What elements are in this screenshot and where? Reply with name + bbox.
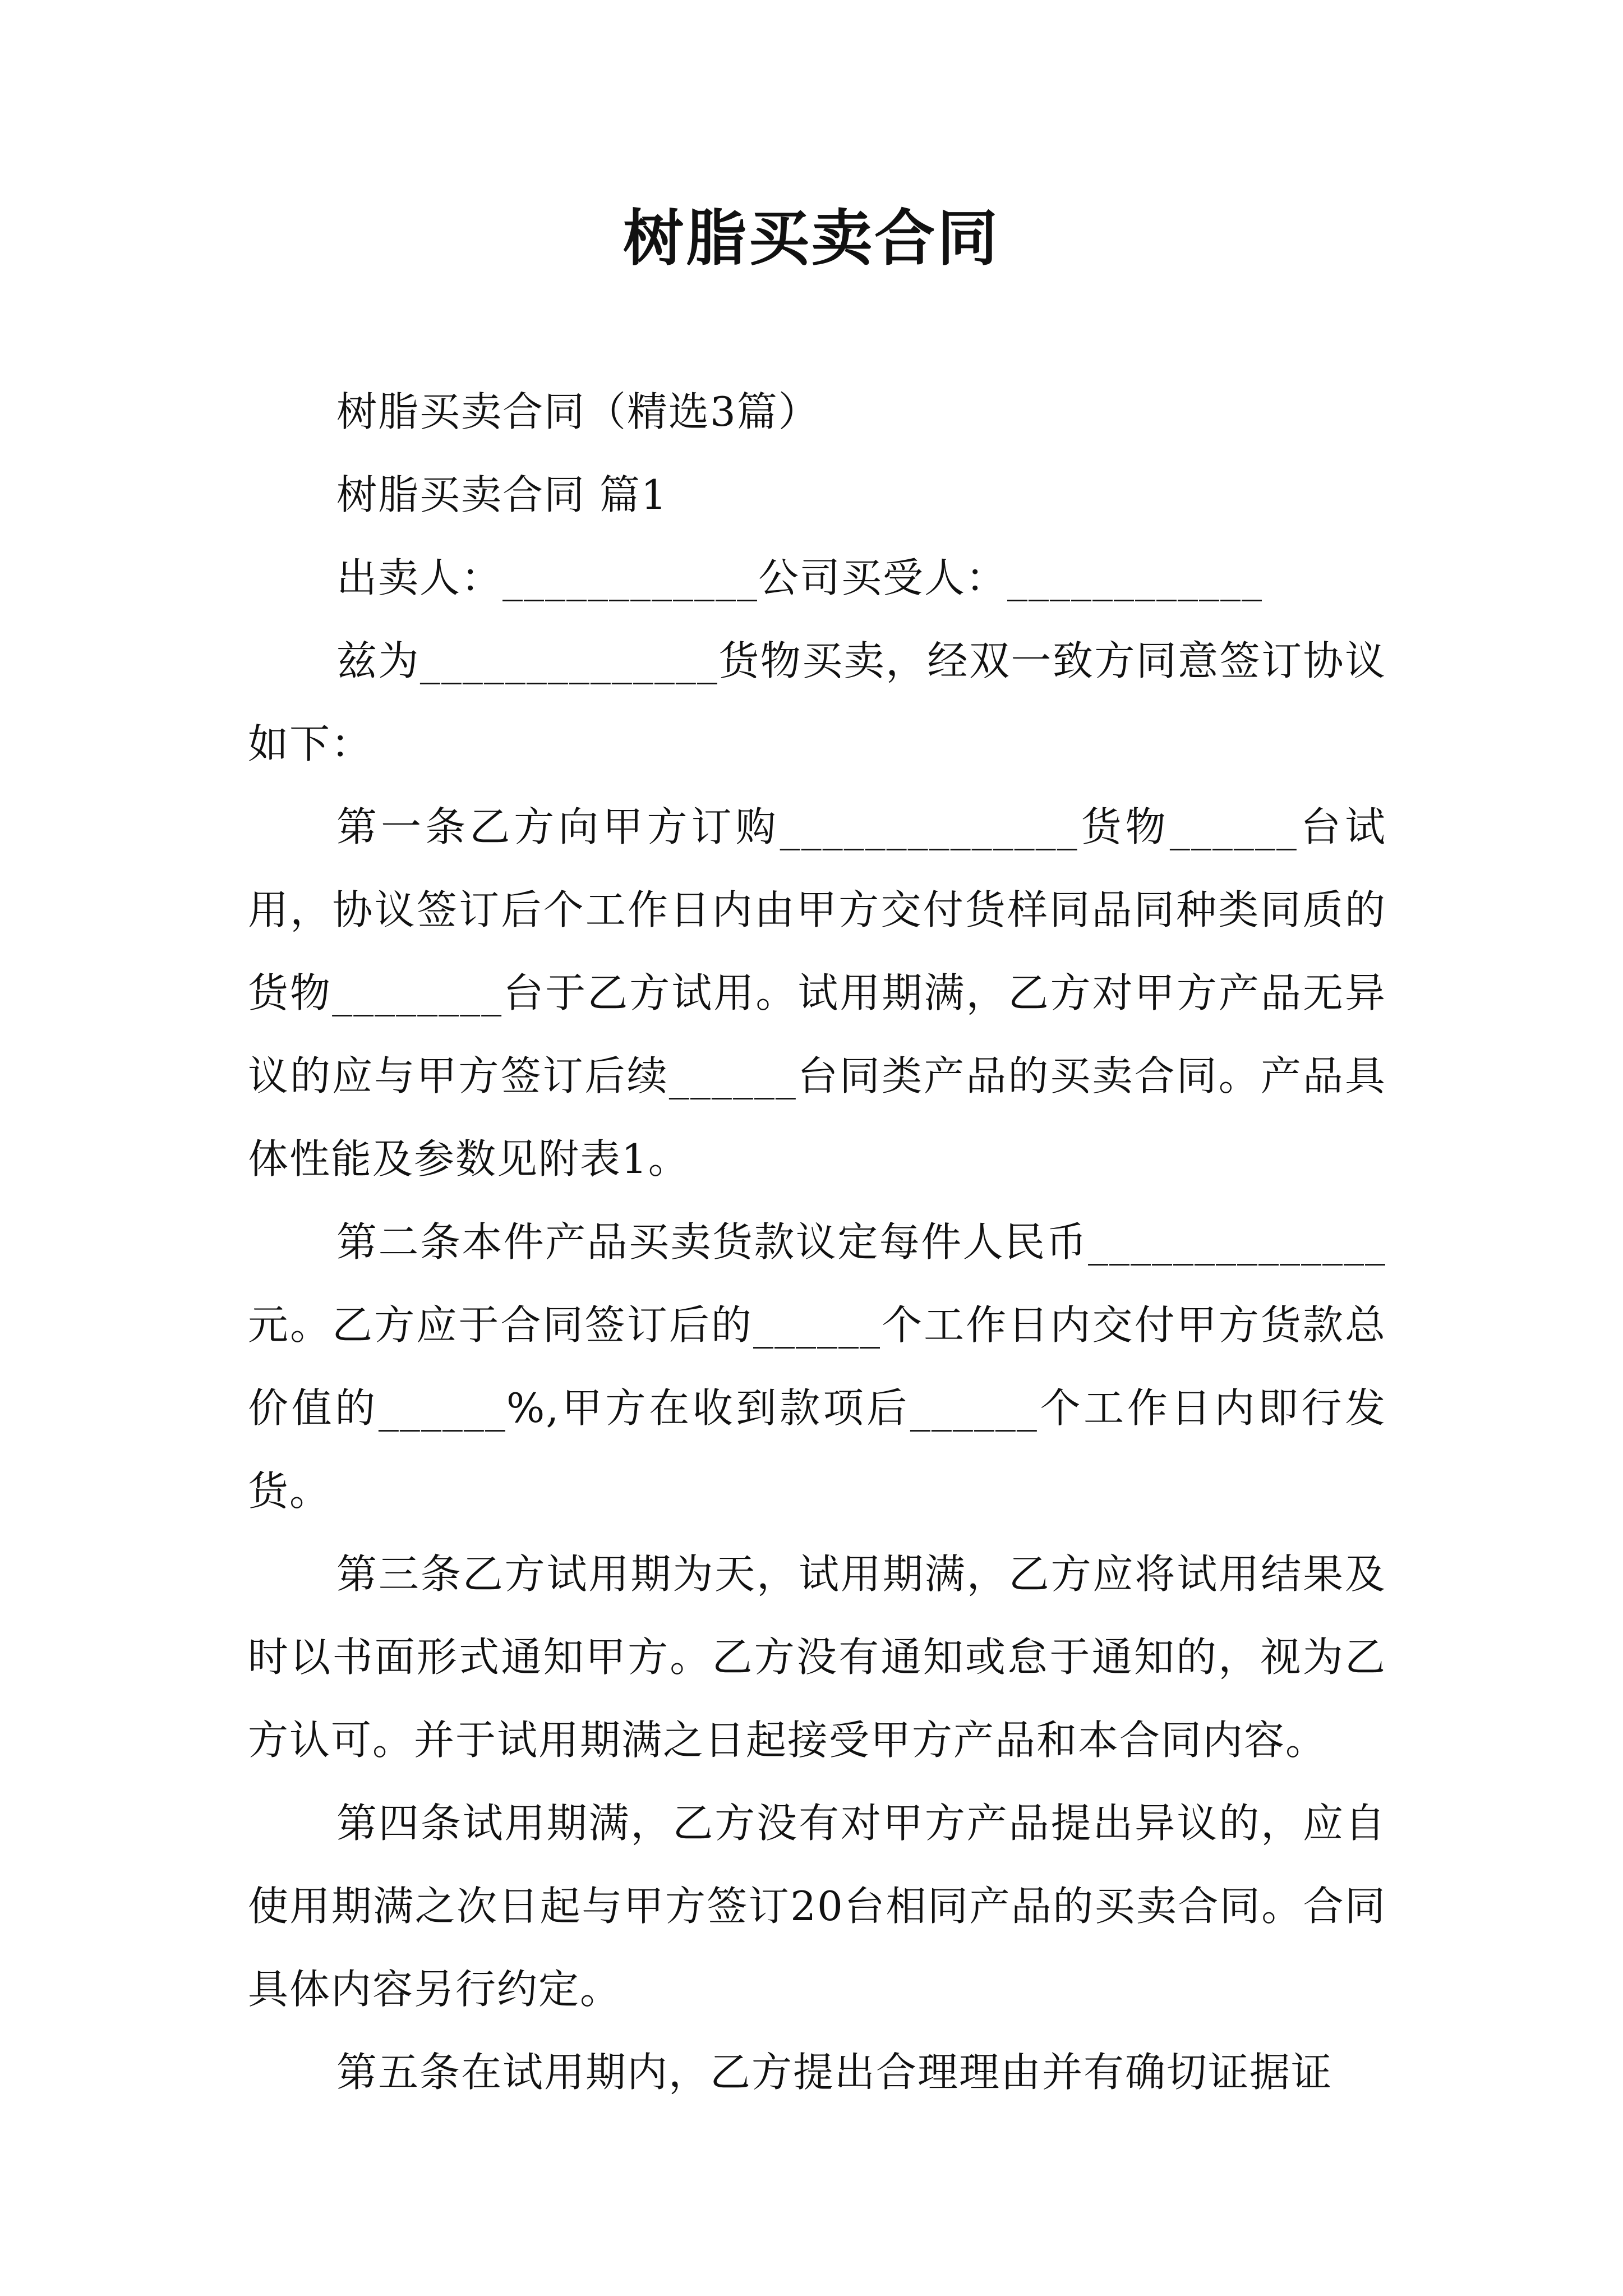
paragraph-article-3: 第三条乙方试用期为天，试用期满，乙方应将试用结果及时以书面形式通知甲方。乙方没有通知或怠于通知的，视为乙方认可。并于试用期满之日起接受甲方产品和本合同内容。 — [248, 1550, 1386, 1764]
paragraph-article-2: 第二条本件产品买卖货款议定每件人民币______________元。乙方应于合同签订后的______个工作日内交付甲方货款总价值的______%,甲方在收到款项后______个工作日内即行发货。 — [248, 1218, 1386, 1515]
document-title: 树脂买卖合同 — [623, 203, 1000, 274]
paragraph-article-1: 第一条乙方向甲方订购______________货物______台试用，协议签订后个工作日内由甲方交付货样同品同种类同质的货物________台于乙方试用。试用期满，乙方对甲方产品无异议的应与甲方签订后续______台同类产品的买卖合同。产品具体性能及参数见附表1。 — [248, 803, 1386, 1182]
paragraph-preamble: 兹为______________货物买卖，经双一致方同意签订协议如下： — [248, 637, 1386, 767]
paragraph-subtitle: 树脂买卖合同（精选3篇） — [336, 388, 820, 435]
paragraph-parties: 出卖人：____________公司买受人：____________ — [336, 554, 1264, 601]
paragraph-section-heading: 树脂买卖合同 篇1 — [336, 471, 668, 518]
paragraph-article-5: 第五条在试用期内，乙方提出合理理由并有确切证据证 — [336, 2049, 1333, 2096]
paragraph-article-4: 第四条试用期满，乙方没有对甲方产品提出异议的，应自使用期满之次日起与甲方签订20台相同产品的买卖合同。合同具体内容另行约定。 — [248, 1800, 1386, 2013]
document-body — [248, 370, 1386, 2114]
